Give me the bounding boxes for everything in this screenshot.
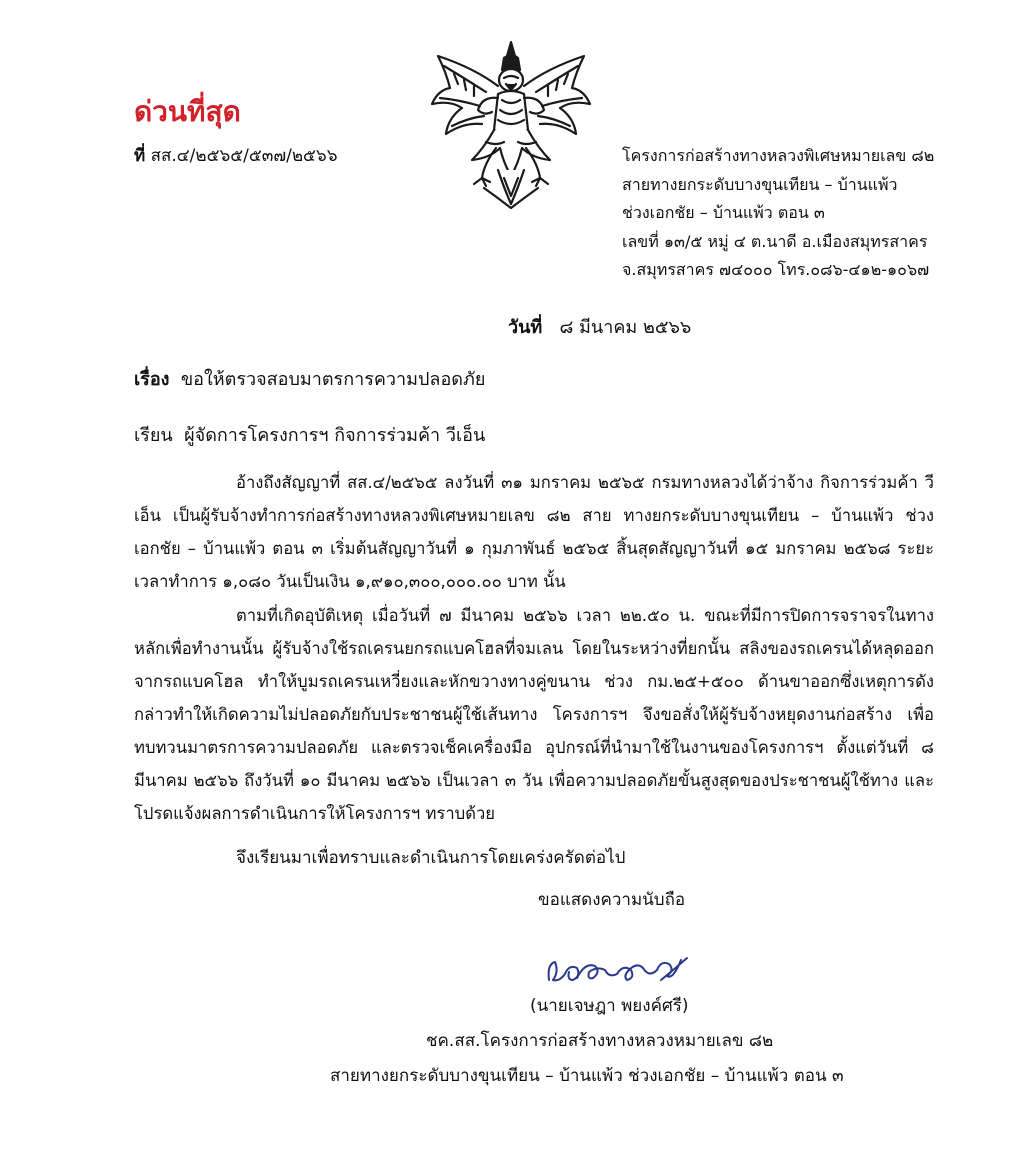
address-line: เลขที่ ๑๓/๕ หมู่ ๔ ต.นาดี อ.เมืองสมุทรสาคร (622, 231, 928, 251)
attention-text: ผู้จัดการโครงการฯ กิจการร่วมค้า วีเอ็น (184, 425, 486, 446)
subject-text: ขอให้ตรวจสอบมาตรการความปลอดภัย (180, 369, 486, 390)
address-line: สายทางยกระดับบางขุนเทียน – บ้านแพ้ว (622, 174, 898, 194)
attention-label: เรียน (134, 425, 173, 446)
address-line: ช่วงเอกชัย – บ้านแพ้ว ตอน ๓ (622, 203, 825, 222)
signatory-name: (นายเจษฎา พยงค์ศรี) (530, 996, 689, 1016)
garuda-emblem-icon (424, 38, 598, 214)
document-number-value: สส.๔/๒๕๖๕/๕๓๗/๒๕๖๖ (150, 146, 338, 166)
date-value: ๘ มีนาคม ๒๕๖๖ (559, 317, 692, 338)
document-number (134, 142, 337, 169)
signatory-position-1: ชค.สส.โครงการก่อสร้างทางหลวงหมายเลข ๘๒ (426, 1031, 774, 1051)
letter-date (508, 312, 691, 341)
document-number-label: ที่ (134, 146, 146, 166)
regards-text: ขอแสดงความนับถือ (538, 890, 686, 910)
subject-label: เรื่อง (134, 369, 170, 390)
address-line: โครงการก่อสร้างทางหลวงพิเศษหมายเลข ๘๒ (622, 146, 935, 165)
handwritten-signature-icon (543, 950, 693, 990)
sender-address (622, 142, 934, 285)
attention-line (134, 420, 485, 449)
subject-line (134, 364, 485, 393)
body-paragraph-2: ตามที่เกิดอุบัติเหตุ เมื่อวันที่ ๗ มีนาคม ๒๕๖๖ เวลา ๒๒.๕๐ น. ขณะที่มีการปิดการจราจรในทางหลักเพื่อทำงานนั้น ผู้รับจ้างใช้รถเครนยกรถแบคโฮลที่จมเลน โดยในระหว่างที่ยกนั้น สลิงของรถเครนได้หลุดออกจากรถแบคโฮล ทำให้บูมรถเครนเหวี่ยงและหักขวางทางคู่ขนาน ช่วง กม.๒๕+๕๐๐ ด้านขาออกซึ่งเหตุการดังกล่าวทำให้เกิดความไม่ปลอดภัยกับประชาชนผู้ใช้เส้นทาง โครงการฯ จึงขอสั่งให้ผู้รับจ้างหยุดงานก่อสร้าง เพื่อทบทวนมาตรการความปลอดภัย และตรวจเช็คเครื่องมือ อุปกรณ์ที่นำมาใช้ในงานของโครงการฯ ตั้งแต่วันที่ ๘ มีนาคม ๒๕๖๖ ถึงวันที่ ๑๐ มีนาคม ๒๕๖๖ เป็นเวลา ๓ วัน เพื่อความปลอดภัยขั้นสูงสุดของประชาชนผู้ใช้ทาง และโปรดแจ้งผลการดำเนินการให้โครงการฯ ทราบด้วย (134, 606, 934, 823)
signatory-position-2: สายทางยกระดับบางขุนเทียน – บ้านแพ้ว ช่วงเอกชัย – บ้านแพ้ว ตอน ๓ (330, 1066, 844, 1086)
address-line: จ.สมุทรสาคร ๗๔๐๐๐ โทร.๐๘๖-๔๑๒-๑๐๖๗ (622, 260, 930, 279)
body-paragraph-1: อ้างถึงสัญญาที่ สส.๔/๒๕๖๕ ลงวันที่ ๓๑ มกราคม ๒๕๖๕ กรมทางหลวงได้ว่าจ้าง กิจการร่วมค้า วีเอ็น เป็นผู้รับจ้างทำการก่อสร้างทางหลวงพิเศษหมายเลข ๘๒ สาย ทางยกระดับบางขุนเทียน – บ้านแพ้ว ช่วงเอกชัย – บ้านแพ้ว ตอน ๓ เริ่มต้นสัญญาวันที่ ๑ กุมภาพันธ์ ๒๕๖๕ สิ้นสุดสัญญาวันที่ ๑๕ มกราคม ๒๕๖๘ ระยะเวลาทำการ ๑,๐๘๐ วันเป็นเงิน ๑,๙๑๐,๓๐๐,๐๐๐.๐๐ บาท นั้น (134, 473, 934, 591)
closing-sentence: จึงเรียนมาเพื่อทราบและดำเนินการโดยเคร่งครัดต่อไป (236, 848, 626, 868)
urgency-label: ด่วนที่สุด (134, 95, 241, 128)
date-label: วันที่ (508, 317, 543, 338)
